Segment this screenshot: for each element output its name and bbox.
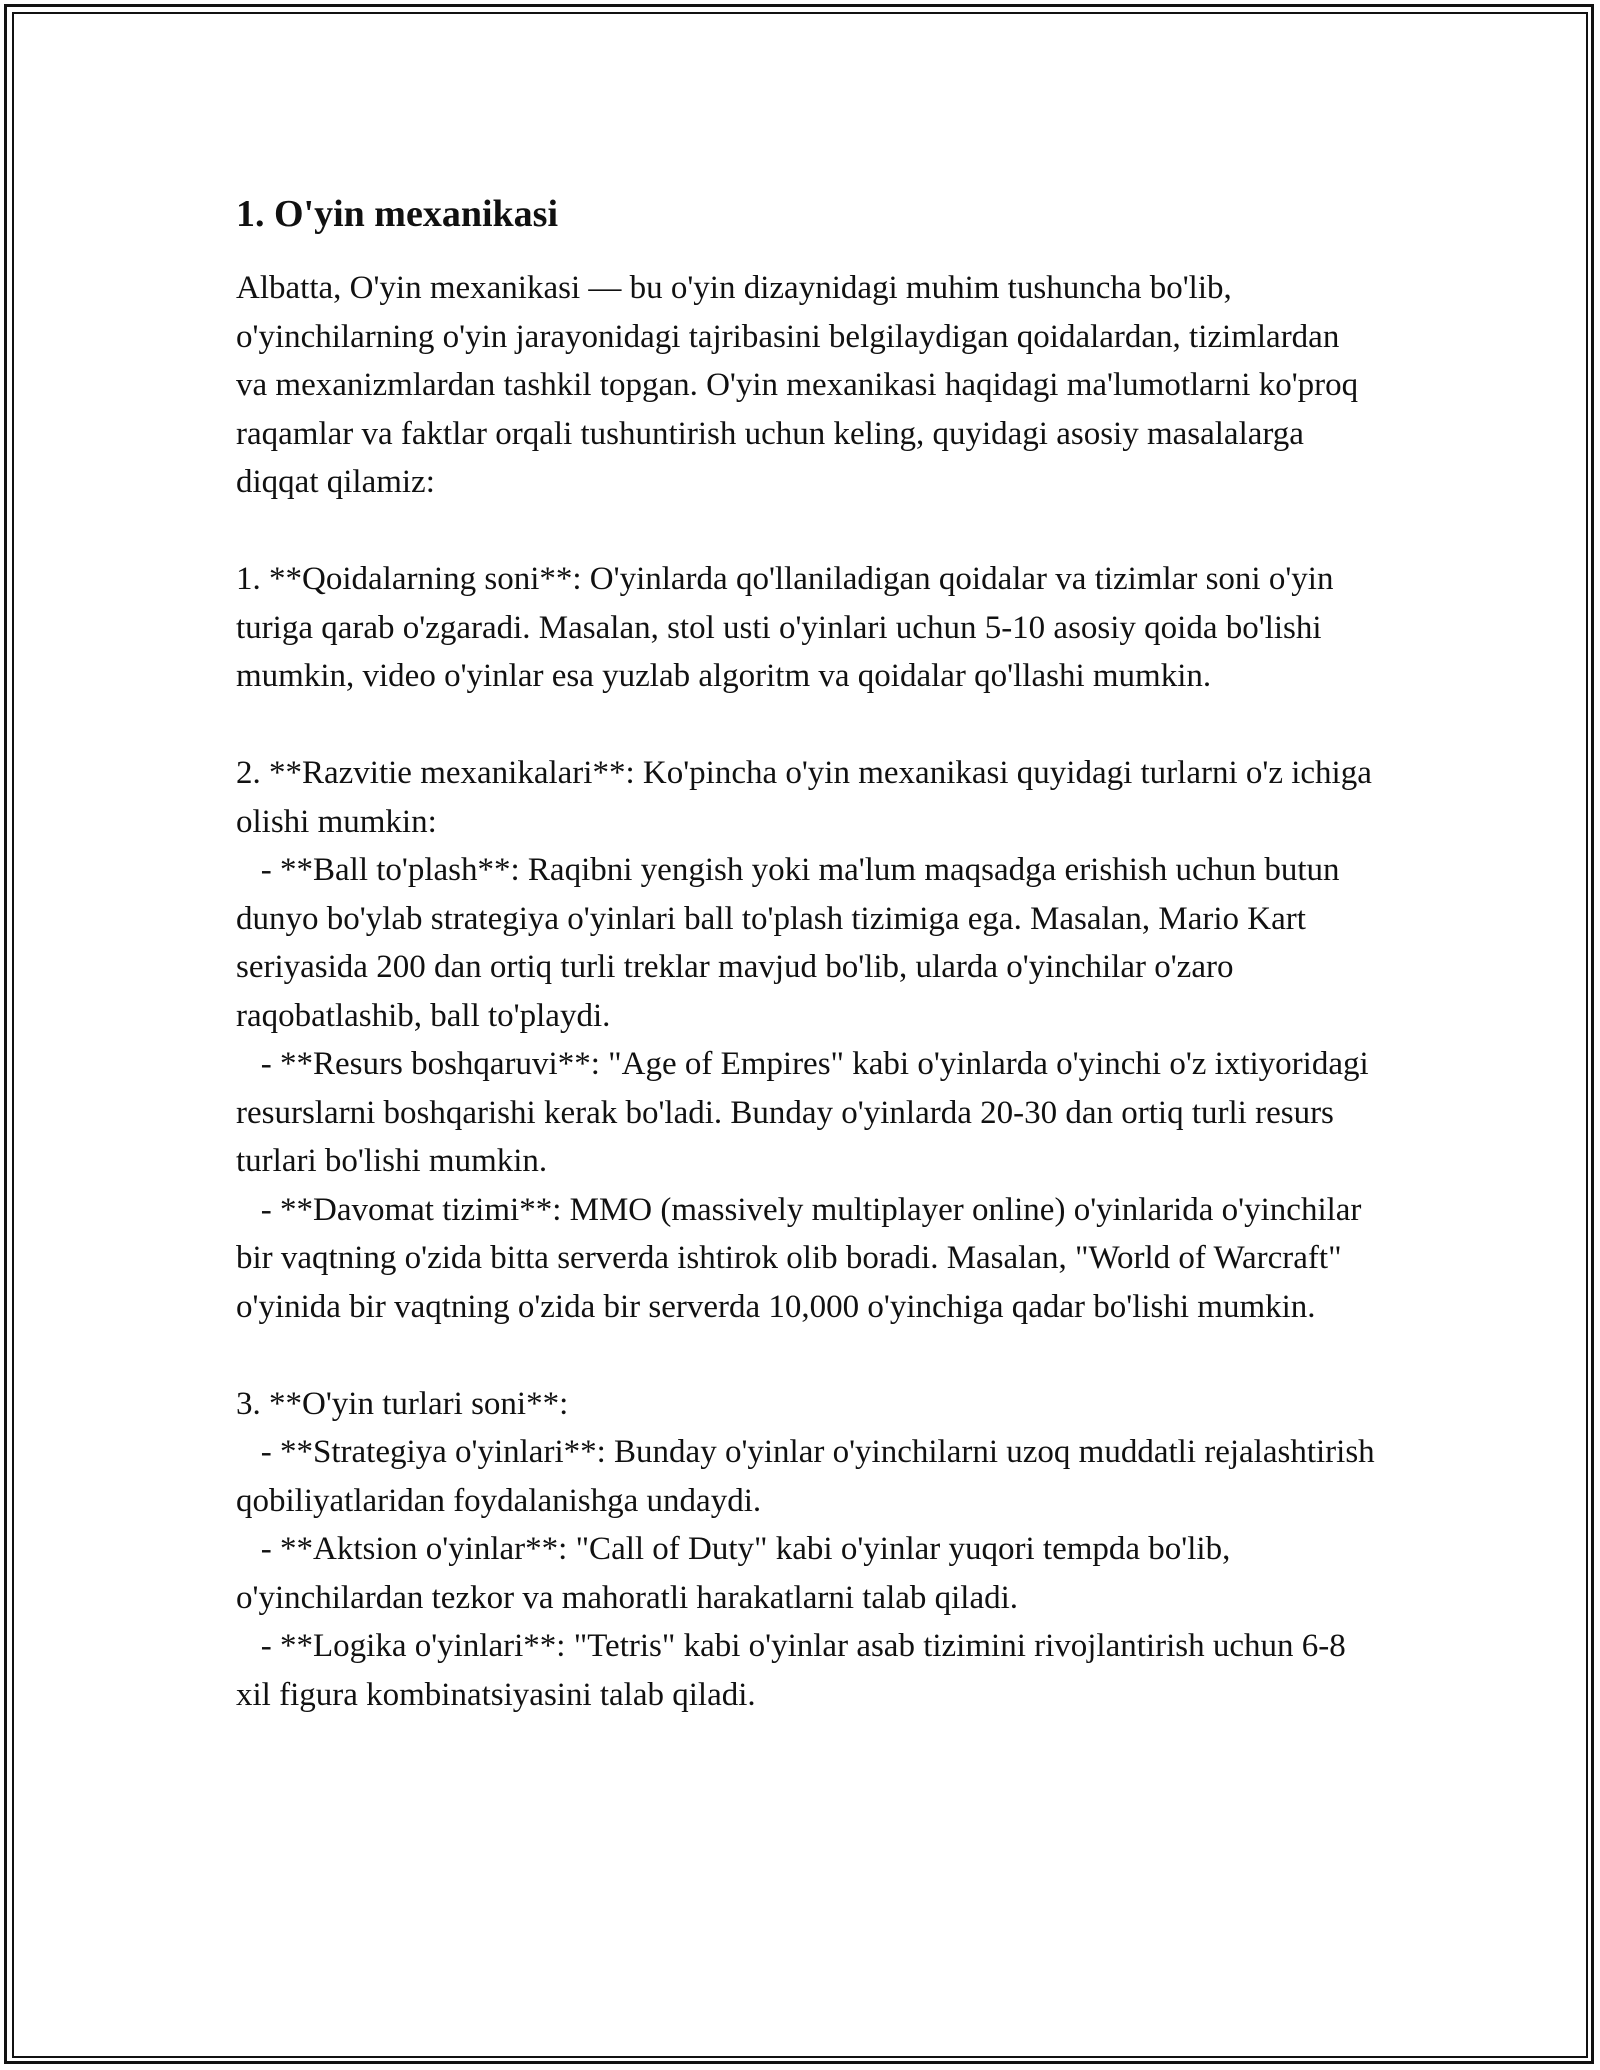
document-body: Albatta, O'yin mexanikasi — bu o'yin dizaynidagi muhim tushuncha bo'lib, o'yinchilarning o'yin jarayonidagi tajribasini belgilaydigan qoidalardan, tizimlardan va mexanizmlardan tashkil topgan. O'yin mexanikasi haqidagi ma'lumotlarni ko'proq raqamlar va faktlar orqali tushuntirish uchun keling, quyidagi asosiy masalalarga diqqat qilamiz: 1. **Qoidalarning soni**: O'yinlarda qo'llaniladigan qoidalar va tizimlar soni o'yin turiga qarab o'zgaradi. Masalan, stol usti o'yinlari uchun 5-10 asosiy qoida bo'lishi mumkin, video o'yinlar esa yuzlab algoritm va qoidalar qo'llashi mumkin. 2. **Razvitie mexanikalari**: Ko'pincha o'yin mexanikasi quyidagi turlarni o'z ichiga olishi mumkin: - **Ball to'plash**: Raqibni yengish yoki ma'lum maqsadga erishish uchun butun dunyo bo'ylab strategiya o'yinlari ball to'plash tizimiga ega. Masalan, Mario Kart seriyasida 200 dan ortiq turli treklar mavjud bo'lib, ularda o'yinchilar o'zaro raqobatlashib, ball to'playdi. - **Resurs boshqaruvi**: "Age of Empires" kabi o'yinlarda o'yinchi o'z ixtiyoridagi resurslarni boshqarishi kerak bo'ladi. Bunday o'yinlarda 20-30 dan ortiq turli resurs turlari bo'lishi mumkin. - **Davomat tizimi**: MMO (massively multiplayer online) o'yinlarida o'yinchilar bir vaqtning o'zida bitta serverda ishtirok olib boradi. Masalan, "World of Warcraft" o'yinida bir vaqtning o'zida bir serverda 10,000 o'yinchiga qadar bo'lishi mumkin. 3. **O'yin turlari soni**: - **Strategiya o'yinlari**: Bunday o'yinlar o'yinchilarni uzoq muddatli rejalashtirish qobiliyatlaridan foydalanishga undaydi. - **Aktsion o'yinlar**: "Call of Duty" kabi o'yinlar yuqori tempda bo'lib, o'yinchilardan tezkor va mahoratli harakatlarni talab qiladi. - **Logika o'yinlari**: "Tetris" kabi o'yinlar asab tizimini rivojlantirish uchun 6-8 xil figura kombinatsiyasini talab qiladi.: [236, 270, 1375, 1713]
document-heading: 1. O'yin mexanikasi: [236, 193, 558, 235]
document-content: [236, 186, 1376, 1719]
